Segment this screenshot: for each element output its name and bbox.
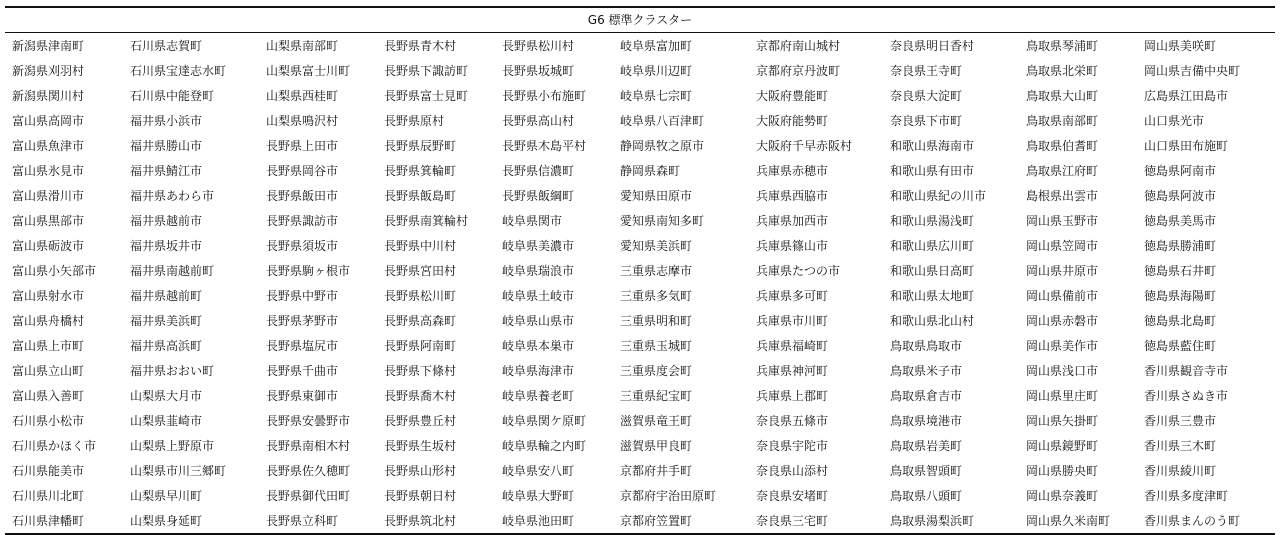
municipality-cell: 長野県南箕輪村 (384, 214, 469, 228)
municipality-cell: 香川県観音寺市 (1144, 364, 1229, 378)
municipality-cell: 長野県松川町 (384, 289, 457, 303)
table-row (5, 458, 1275, 483)
municipality-cell: 岡山県鏡野町 (1026, 439, 1099, 453)
municipality-cell: 奈良県大淀町 (890, 89, 963, 103)
table-row (5, 183, 1275, 208)
municipality-cell: 三重県玉城町 (620, 339, 693, 353)
municipality-cell: 鳥取県大山町 (1026, 89, 1099, 103)
municipality-cell: 長野県高山村 (502, 114, 575, 128)
municipality-cell: 京都府京丹波町 (756, 64, 841, 78)
table-row (5, 108, 1275, 133)
municipality-cell: 奈良県五條市 (756, 414, 829, 428)
municipality-cell: 石川県津幡町 (12, 514, 85, 528)
municipality-cell: 岐阜県八百津町 (620, 114, 705, 128)
municipality-cell: 和歌山県太地町 (890, 289, 975, 303)
municipality-cell: 山口県光市 (1144, 114, 1205, 128)
municipality-cell: 岡山県浅口市 (1026, 364, 1099, 378)
municipality-cell: 山梨県鳴沢村 (266, 114, 339, 128)
municipality-cell: 長野県塩尻市 (266, 339, 339, 353)
municipality-cell: 長野県岡谷市 (266, 164, 339, 178)
municipality-cell: 長野県富士見町 (384, 89, 469, 103)
municipality-cell: 奈良県王寺町 (890, 64, 963, 78)
municipality-cell: 長野県佐久穂町 (266, 464, 351, 478)
municipality-cell: 新潟県刈羽村 (12, 64, 85, 78)
municipality-cell: 徳島県阿波市 (1144, 189, 1217, 203)
table-row (5, 233, 1275, 258)
municipality-cell: 長野県東御市 (266, 389, 339, 403)
municipality-cell: 兵庫県西脇市 (756, 189, 829, 203)
municipality-cell: 広島県江田島市 (1144, 89, 1229, 103)
municipality-cell: 福井県越前市 (130, 214, 203, 228)
municipality-cell: 長野県諏訪市 (266, 214, 339, 228)
municipality-cell: 福井県南越前町 (130, 264, 215, 278)
municipality-cell: 長野県山形村 (384, 464, 457, 478)
municipality-cell: 徳島県北島町 (1144, 314, 1217, 328)
municipality-cell: 滋賀県竜王町 (620, 414, 693, 428)
municipality-cell: 石川県中能登町 (130, 89, 215, 103)
municipality-cell: 長野県駒ヶ根市 (266, 264, 351, 278)
municipality-cell: 岡山県久米南町 (1026, 514, 1111, 528)
municipality-cell: 山梨県大月市 (130, 389, 203, 403)
municipality-cell: 大阪府能勢町 (756, 114, 829, 128)
municipality-cell: 長野県朝日村 (384, 489, 457, 503)
municipality-cell: 岡山県勝央町 (1026, 464, 1099, 478)
municipality-cell: 大阪府豊能町 (756, 89, 829, 103)
municipality-cell: 奈良県下市町 (890, 114, 963, 128)
municipality-cell: 長野県飯田市 (266, 189, 339, 203)
table-row (5, 358, 1275, 383)
municipality-cell: 香川県三豊市 (1144, 414, 1217, 428)
table-row (5, 158, 1275, 183)
municipality-cell: 奈良県宇陀市 (756, 439, 829, 453)
municipality-cell: 長野県中川村 (384, 239, 457, 253)
municipality-cell: 新潟県津南町 (12, 39, 85, 53)
municipality-cell: 長野県立科町 (266, 514, 339, 528)
municipality-cell: 長野県高森町 (384, 314, 457, 328)
municipality-cell: 岡山県吉備中央町 (1144, 64, 1241, 78)
municipality-cell: 山口県田布施町 (1144, 139, 1229, 153)
table-body (5, 33, 1275, 533)
municipality-cell: 奈良県三宅町 (756, 514, 829, 528)
municipality-cell: 長野県信濃町 (502, 164, 575, 178)
municipality-cell: 鳥取県倉吉市 (890, 389, 963, 403)
table-row (5, 58, 1275, 83)
municipality-cell: 長野県喬木村 (384, 389, 457, 403)
municipality-cell: 福井県坂井市 (130, 239, 203, 253)
municipality-cell: 山梨県富士川町 (266, 64, 351, 78)
table-row (5, 208, 1275, 233)
municipality-cell: 島根県出雲市 (1026, 189, 1099, 203)
municipality-cell: 長野県御代田町 (266, 489, 351, 503)
municipality-cell: 鳥取県南部町 (1026, 114, 1099, 128)
municipality-cell: 岐阜県美濃市 (502, 239, 575, 253)
municipality-cell: 鳥取県岩美町 (890, 439, 963, 453)
municipality-cell: 長野県箕輪町 (384, 164, 457, 178)
municipality-cell: 兵庫県上郡町 (756, 389, 829, 403)
municipality-cell: 山梨県上野原市 (130, 439, 215, 453)
municipality-cell: 岐阜県富加町 (620, 39, 693, 53)
table-row (5, 433, 1275, 458)
table-row (5, 83, 1275, 108)
municipality-cell: 岐阜県川辺町 (620, 64, 693, 78)
municipality-cell: 長野県下條村 (384, 364, 457, 378)
municipality-cell: 富山県立山町 (12, 364, 85, 378)
municipality-cell: 徳島県石井町 (1144, 264, 1217, 278)
municipality-cell: 岡山県井原市 (1026, 264, 1099, 278)
municipality-cell: 徳島県海陽町 (1144, 289, 1217, 303)
municipality-cell: 岐阜県海津市 (502, 364, 575, 378)
table-row (5, 258, 1275, 283)
municipality-cell: 富山県上市町 (12, 339, 85, 353)
municipality-cell: 富山県入善町 (12, 389, 85, 403)
municipality-cell: 和歌山県北山村 (890, 314, 975, 328)
municipality-cell: 長野県阿南町 (384, 339, 457, 353)
table-row (5, 33, 1275, 58)
municipality-cell: 石川県小松市 (12, 414, 85, 428)
municipality-cell: 長野県飯島町 (384, 189, 457, 203)
municipality-cell: 長野県辰野町 (384, 139, 457, 153)
table-row (5, 408, 1275, 433)
municipality-cell: 岐阜県関ケ原町 (502, 414, 587, 428)
municipality-cell: 石川県能美市 (12, 464, 85, 478)
municipality-cell: 鳥取県北栄町 (1026, 64, 1099, 78)
municipality-cell: 和歌山県日高町 (890, 264, 975, 278)
municipality-cell: 福井県おおい町 (130, 364, 215, 378)
municipality-cell: 兵庫県神河町 (756, 364, 829, 378)
municipality-cell: 岡山県玉野市 (1026, 214, 1099, 228)
municipality-cell: 鳥取県湯梨浜町 (890, 514, 975, 528)
municipality-cell: 長野県青木村 (384, 39, 457, 53)
municipality-cell: 大阪府千早赤阪村 (756, 139, 853, 153)
municipality-cell: 徳島県勝浦町 (1144, 239, 1217, 253)
municipality-cell: 香川県三木町 (1144, 439, 1217, 453)
municipality-cell: 香川県綾川町 (1144, 464, 1217, 478)
municipality-cell: 長野県松川村 (502, 39, 575, 53)
municipality-cell: 長野県中野市 (266, 289, 339, 303)
municipality-cell: 三重県志摩市 (620, 264, 693, 278)
municipality-cell: 岐阜県本巣市 (502, 339, 575, 353)
municipality-cell: 三重県紀宝町 (620, 389, 693, 403)
municipality-cell: 兵庫県加西市 (756, 214, 829, 228)
municipality-cell: 鳥取県智頭町 (890, 464, 963, 478)
municipality-cell: 徳島県藍住町 (1144, 339, 1217, 353)
municipality-cell: 岐阜県養老町 (502, 389, 575, 403)
municipality-cell: 岐阜県瑞浪市 (502, 264, 575, 278)
municipality-cell: 長野県坂城町 (502, 64, 575, 78)
municipality-cell: 京都府南山城村 (756, 39, 841, 53)
municipality-cell: 香川県まんのう町 (1144, 514, 1241, 528)
municipality-cell: 岐阜県山県市 (502, 314, 575, 328)
municipality-cell: 富山県魚津市 (12, 139, 85, 153)
municipality-cell: 山梨県南部町 (266, 39, 339, 53)
municipality-cell: 三重県明和町 (620, 314, 693, 328)
table-row (5, 333, 1275, 358)
municipality-cell: 福井県勝山市 (130, 139, 203, 153)
municipality-cell: 京都府井手町 (620, 464, 693, 478)
municipality-cell: 岐阜県土岐市 (502, 289, 575, 303)
municipality-cell: 新潟県関川村 (12, 89, 85, 103)
municipality-cell: 兵庫県篠山市 (756, 239, 829, 253)
municipality-cell: 富山県黒部市 (12, 214, 85, 228)
table-row (5, 308, 1275, 333)
municipality-cell: 鳥取県伯耆町 (1026, 139, 1099, 153)
municipality-cell: 兵庫県たつの市 (756, 264, 841, 278)
municipality-cell: 山梨県韮崎市 (130, 414, 203, 428)
municipality-cell: 三重県多気町 (620, 289, 693, 303)
municipality-cell: 岡山県里庄町 (1026, 389, 1099, 403)
municipality-cell: 奈良県安堵町 (756, 489, 829, 503)
municipality-cell: 京都府宇治田原町 (620, 489, 717, 503)
municipality-cell: 和歌山県有田市 (890, 164, 975, 178)
municipality-cell: 山梨県市川三郷町 (130, 464, 227, 478)
municipality-cell: 石川県かほく市 (12, 439, 97, 453)
municipality-cell: 三重県度会町 (620, 364, 693, 378)
municipality-cell: 石川県志賀町 (130, 39, 203, 53)
municipality-cell: 長野県豊丘村 (384, 414, 457, 428)
municipality-cell: 福井県美浜町 (130, 314, 203, 328)
municipality-cell: 京都府笠置町 (620, 514, 693, 528)
cluster-table-container (5, 0, 1275, 535)
municipality-cell: 香川県さぬき市 (1144, 389, 1229, 403)
municipality-cell: 静岡県森町 (620, 164, 681, 178)
municipality-cell: 岡山県奈義町 (1026, 489, 1099, 503)
municipality-cell: 和歌山県紀の川市 (890, 189, 987, 203)
municipality-cell: 長野県千曲市 (266, 364, 339, 378)
municipality-cell: 福井県越前町 (130, 289, 203, 303)
municipality-cell: 長野県飯綱町 (502, 189, 575, 203)
table-row (5, 133, 1275, 158)
municipality-cell: 静岡県牧之原市 (620, 139, 705, 153)
municipality-cell: 兵庫県福崎町 (756, 339, 829, 353)
table-row (5, 283, 1275, 308)
municipality-cell: 福井県あわら市 (130, 189, 215, 203)
municipality-cell: 山梨県西桂町 (266, 89, 339, 103)
municipality-cell: 長野県木島平村 (502, 139, 587, 153)
municipality-cell: 山梨県身延町 (130, 514, 203, 528)
municipality-cell: 徳島県美馬市 (1144, 214, 1217, 228)
municipality-cell: 鳥取県八頭町 (890, 489, 963, 503)
municipality-cell: 長野県下諏訪町 (384, 64, 469, 78)
municipality-cell: 長野県茅野市 (266, 314, 339, 328)
municipality-cell: 富山県砺波市 (12, 239, 85, 253)
municipality-cell: 岡山県矢掛町 (1026, 414, 1099, 428)
municipality-cell: 愛知県南知多町 (620, 214, 705, 228)
municipality-cell: 福井県鯖江市 (130, 164, 203, 178)
municipality-cell: 岡山県赤磐市 (1026, 314, 1099, 328)
municipality-cell: 長野県須坂市 (266, 239, 339, 253)
municipality-cell: 愛知県美浜町 (620, 239, 693, 253)
municipality-cell: 香川県多度津町 (1144, 489, 1229, 503)
municipality-cell: 岡山県美作市 (1026, 339, 1099, 353)
municipality-cell: 鳥取県米子市 (890, 364, 963, 378)
municipality-cell: 富山県舟橋村 (12, 314, 85, 328)
municipality-cell: 石川県宝達志水町 (130, 64, 227, 78)
municipality-cell: 和歌山県海南市 (890, 139, 975, 153)
municipality-cell: 滋賀県甲良町 (620, 439, 693, 453)
municipality-cell: 鳥取県琴浦町 (1026, 39, 1099, 53)
municipality-cell: 長野県生坂村 (384, 439, 457, 453)
municipality-table (5, 33, 1275, 533)
municipality-cell: 和歌山県湯浅町 (890, 214, 975, 228)
municipality-cell: 長野県南相木村 (266, 439, 351, 453)
municipality-cell: 岐阜県輪之内町 (502, 439, 587, 453)
municipality-cell: 徳島県阿南市 (1144, 164, 1217, 178)
municipality-cell: 福井県小浜市 (130, 114, 203, 128)
municipality-cell: 鳥取県江府町 (1026, 164, 1099, 178)
table-row (5, 383, 1275, 408)
municipality-cell: 岐阜県関市 (502, 214, 563, 228)
municipality-cell: 富山県滑川市 (12, 189, 85, 203)
municipality-cell: 和歌山県広川町 (890, 239, 975, 253)
municipality-cell: 富山県射水市 (12, 289, 85, 303)
municipality-cell: 富山県高岡市 (12, 114, 85, 128)
municipality-cell: 岐阜県七宗町 (620, 89, 693, 103)
municipality-cell: 岡山県備前市 (1026, 289, 1099, 303)
municipality-cell: 奈良県山添村 (756, 464, 829, 478)
municipality-cell: 山梨県早川町 (130, 489, 203, 503)
municipality-cell: 岐阜県安八町 (502, 464, 575, 478)
municipality-cell: 富山県小矢部市 (12, 264, 97, 278)
municipality-cell: 長野県宮田村 (384, 264, 457, 278)
municipality-cell: 岡山県美咲町 (1144, 39, 1217, 53)
municipality-cell: 兵庫県赤穂市 (756, 164, 829, 178)
municipality-cell: 岐阜県池田町 (502, 514, 575, 528)
municipality-cell: 石川県川北町 (12, 489, 85, 503)
municipality-cell: 兵庫県多可町 (756, 289, 829, 303)
table-row (5, 483, 1275, 508)
table-row (5, 508, 1275, 533)
municipality-cell: 長野県安曇野市 (266, 414, 351, 428)
municipality-cell: 鳥取県境港市 (890, 414, 963, 428)
municipality-cell: 岐阜県大野町 (502, 489, 575, 503)
municipality-cell: 岡山県笠岡市 (1026, 239, 1099, 253)
municipality-cell: 福井県高浜町 (130, 339, 203, 353)
municipality-cell: 長野県上田市 (266, 139, 339, 153)
municipality-cell: 鳥取県鳥取市 (890, 339, 963, 353)
municipality-cell: 富山県氷見市 (12, 164, 85, 178)
municipality-cell: 長野県原村 (384, 114, 445, 128)
municipality-cell: 愛知県田原市 (620, 189, 693, 203)
municipality-cell: 兵庫県市川町 (756, 314, 829, 328)
table-title: G6 標準クラスター (5, 6, 1275, 33)
municipality-cell: 長野県小布施町 (502, 89, 587, 103)
municipality-cell: 奈良県明日香村 (890, 39, 975, 53)
municipality-cell: 長野県筑北村 (384, 514, 457, 528)
